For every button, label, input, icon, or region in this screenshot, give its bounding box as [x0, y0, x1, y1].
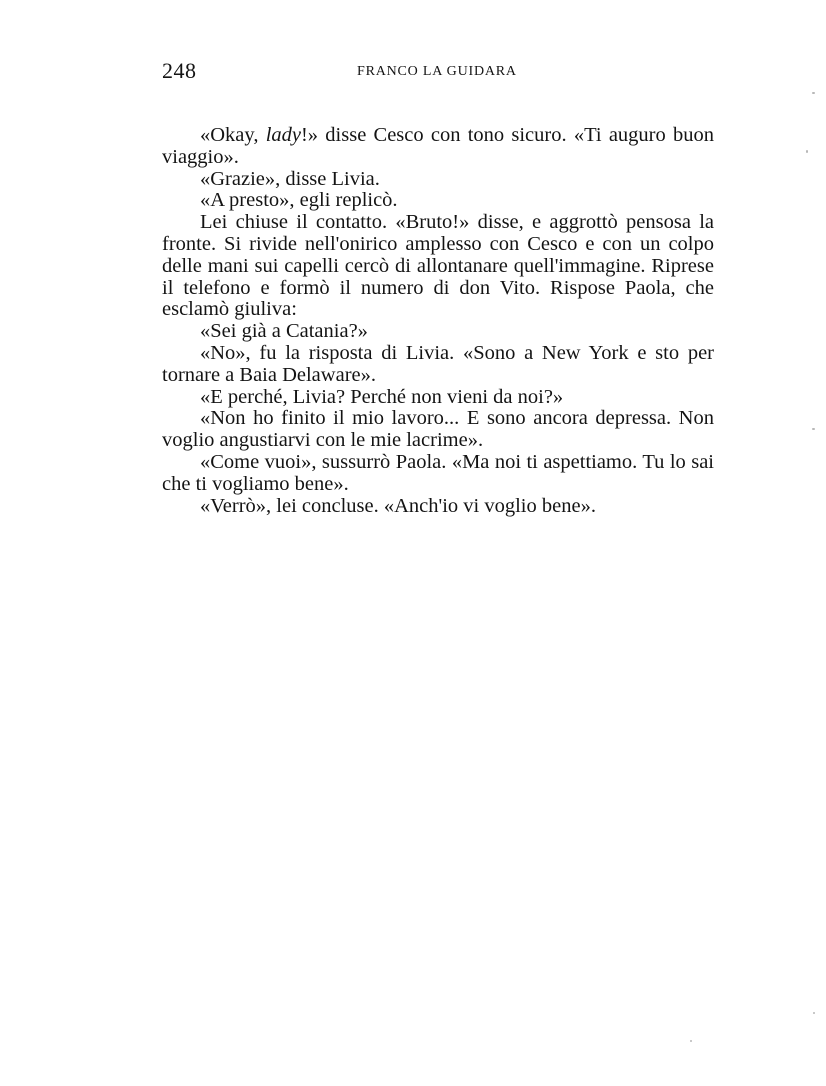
paragraph-text-lead: «Okay, [200, 124, 266, 146]
scan-speck [690, 1040, 692, 1042]
paragraph [162, 125, 714, 169]
emphasis-text: lady [265, 124, 301, 146]
scan-speck [812, 92, 815, 94]
body-text [162, 125, 714, 517]
paragraph: «Come vuoi», sussurrò Paola. «Ma noi ti aspettiamo. Tu lo sai che ti vogliamo bene». [162, 450, 714, 495]
paragraph: «No», fu la risposta di Livia. «Sono a New York e sto per tornare a Baia Delaware». [162, 341, 714, 386]
page-header [162, 58, 722, 88]
paragraph: «A presto», egli replicò. [200, 189, 398, 212]
scan-speck [813, 1012, 815, 1014]
scan-speck [812, 428, 815, 430]
paragraph-text-tail: !» disse Cesco con tono sicuro. «Ti auguro buon viaggio». [162, 124, 714, 168]
page-number: 248 [162, 58, 197, 83]
paragraph: «Non ho finito il mio lavoro... E sono ancora depressa. Non voglio angustiarvi con le mie lacrime». [162, 407, 714, 452]
paragraph: «Verrò», lei concluse. «Anch'io vi voglio bene». [200, 494, 596, 517]
scan-speck [806, 150, 808, 153]
paragraph: Lei chiuse il contatto. «Bruto!» disse, e aggrottò pensosa la fronte. Si rivide nell'onirico amplesso con Cesco e con un colpo delle mani sui capelli cercò di allontanare quell'immagine. Riprese il telefono e formò il numero di don Vito. Rispose Paola, che esclamò giuliva: [162, 211, 714, 321]
paragraph: «E perché, Livia? Perché non vieni da noi?» [200, 385, 564, 408]
paragraph: «Sei già a Catania?» [200, 320, 368, 343]
running-head: FRANCO LA GUIDARA [357, 64, 517, 79]
paragraph: «Grazie», disse Livia. [200, 167, 380, 190]
